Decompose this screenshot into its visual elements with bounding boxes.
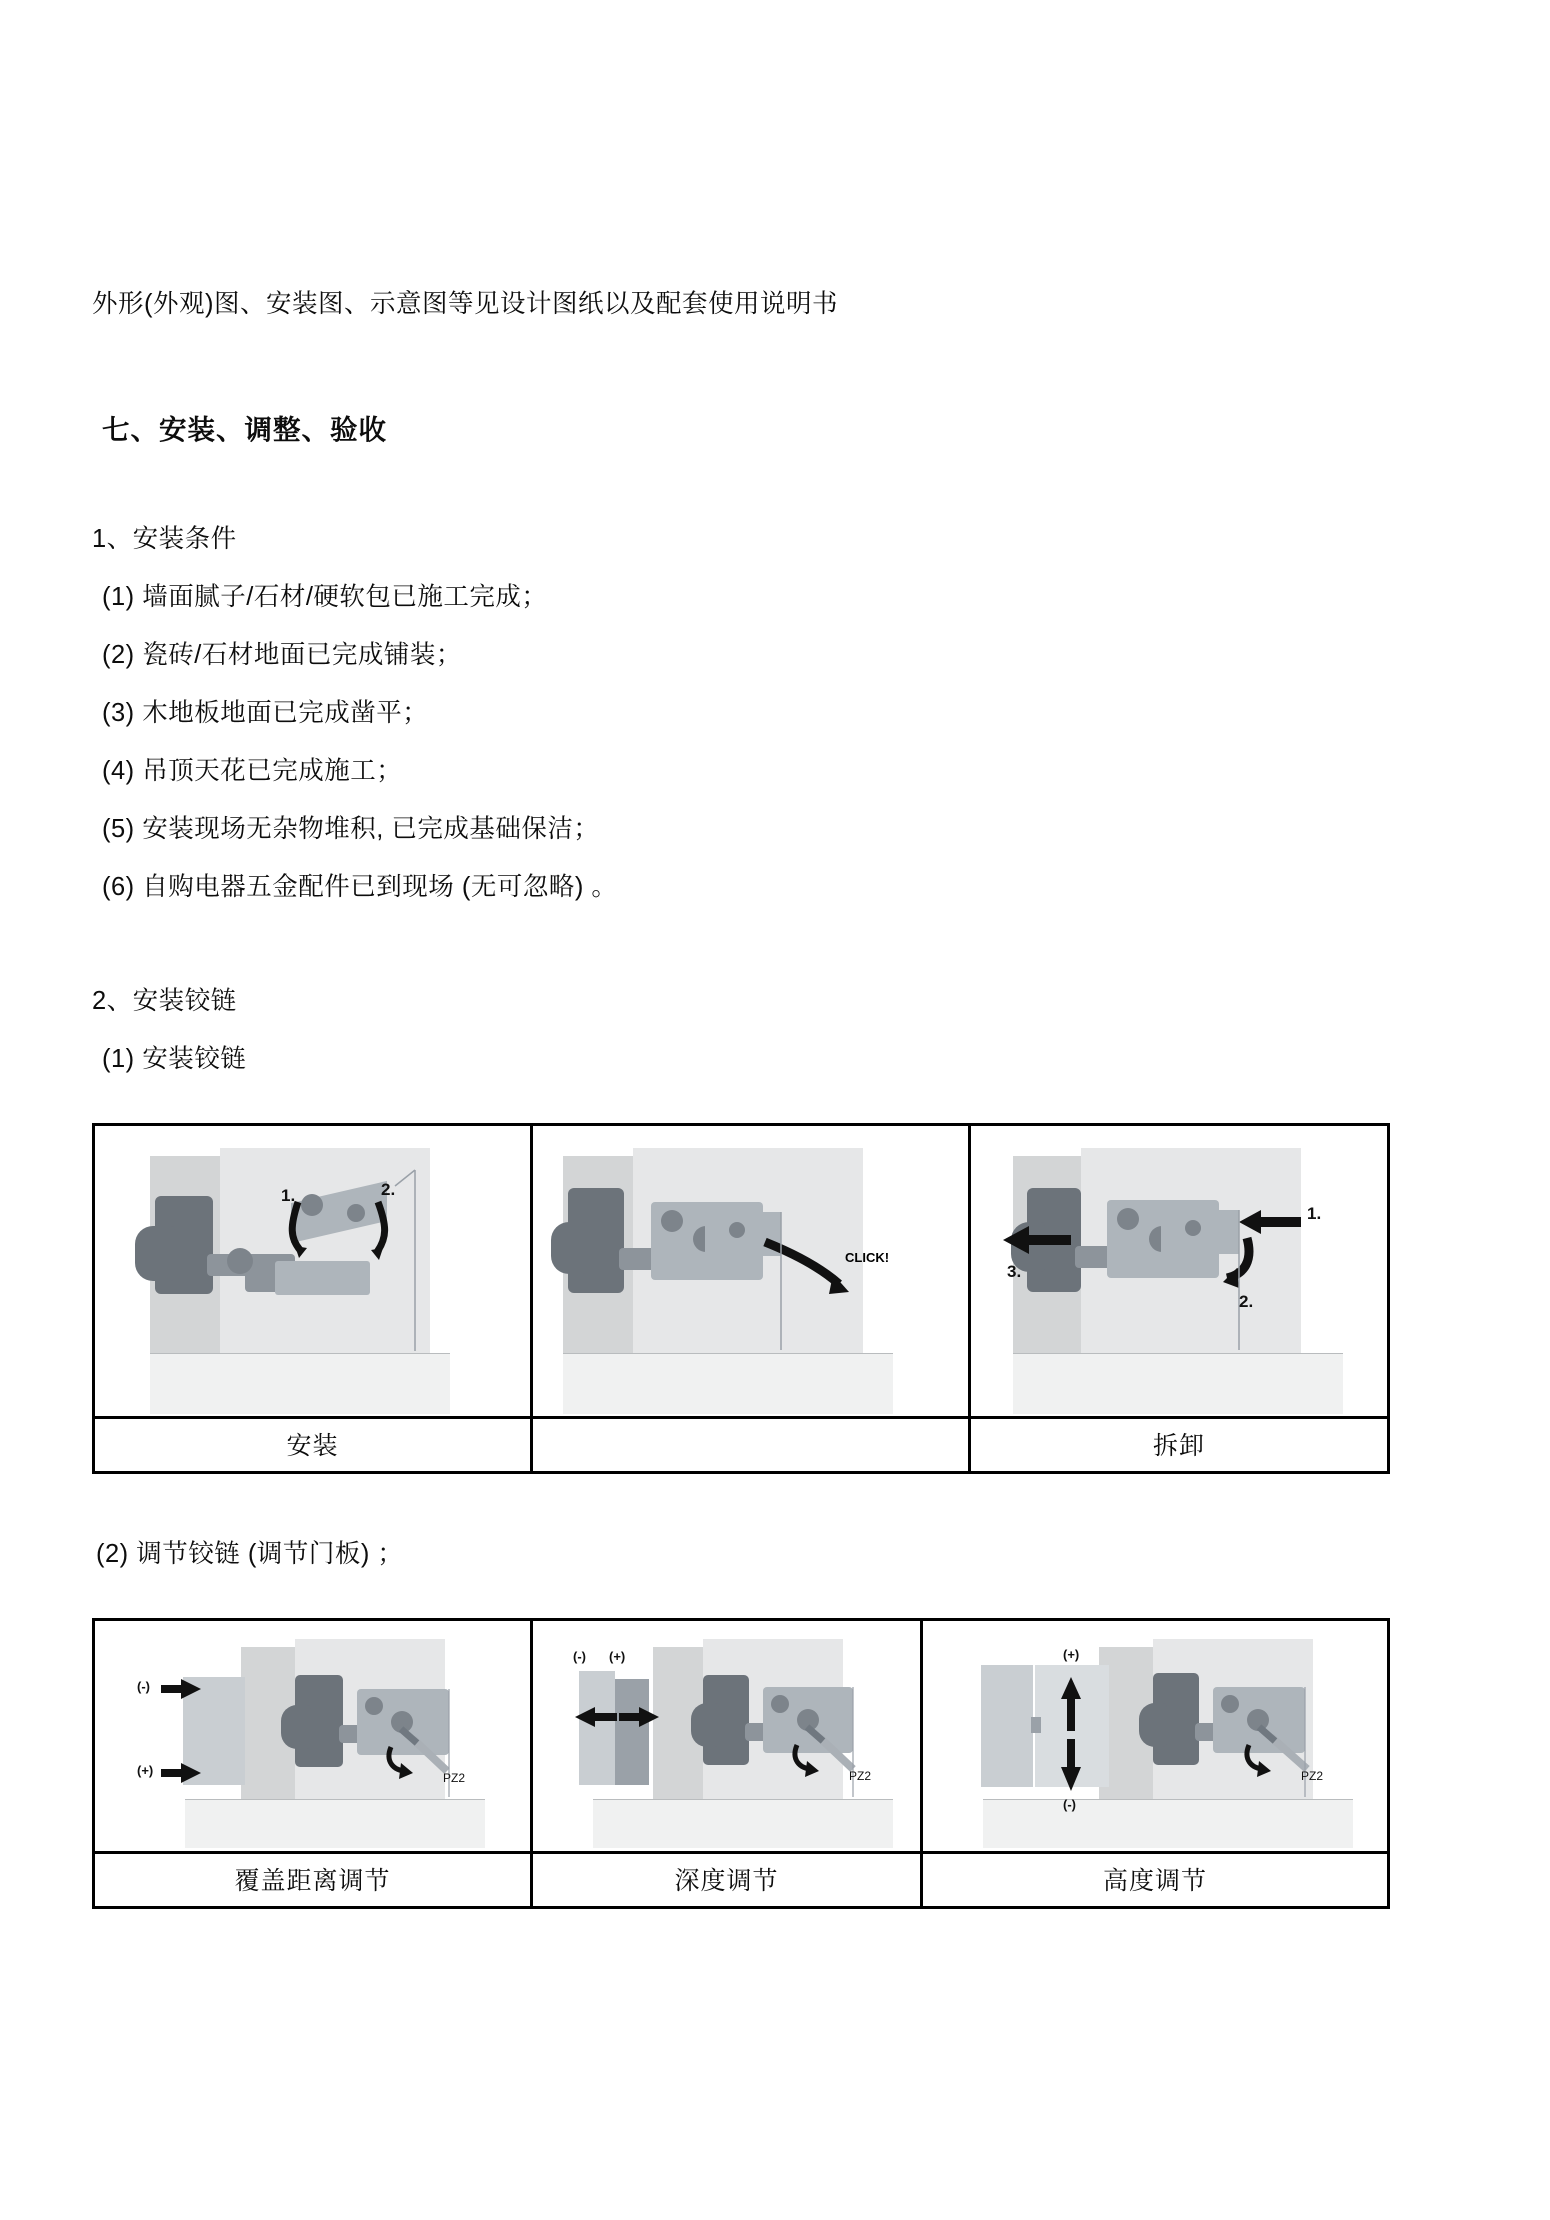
- figure-label-overlay: 覆盖距离调节: [95, 1851, 530, 1906]
- figure-label-depth: 深度调节: [533, 1851, 920, 1906]
- illustration-install-step2: [533, 1126, 968, 1416]
- annotation-click: CLICK!: [845, 1250, 890, 1266]
- annotation-minus: (-): [1063, 1797, 1076, 1813]
- annotation-minus: (-): [573, 1649, 586, 1665]
- figure-hinge-adjustment: [92, 1618, 1390, 1909]
- annotation-step-2: 2.: [1239, 1292, 1254, 1312]
- figure-label-install-2: 安装: [533, 1416, 968, 1471]
- figure-image-row: [95, 1126, 1387, 1471]
- annotation-step-3: 3.: [1007, 1262, 1022, 1282]
- install-step1-arrows: [95, 1126, 530, 1416]
- illustration-install-step1: [95, 1126, 530, 1416]
- annotation-step-1: 1.: [281, 1186, 296, 1206]
- figure-label-install: 安装: [95, 1416, 530, 1471]
- list-item: (2) 瓷砖/石材地面已完成铺装；: [102, 641, 462, 670]
- annotation-driver: PZ2: [1301, 1769, 1324, 1784]
- annotation-minus: (-): [137, 1679, 150, 1695]
- illustration-depth-adjust: [533, 1621, 920, 1851]
- illustration-height-adjust: [923, 1621, 1387, 1851]
- remove-arrows: [971, 1126, 1387, 1416]
- illustration-remove: [971, 1126, 1387, 1416]
- list-item: (3) 木地板地面已完成凿平；: [102, 699, 429, 728]
- figure-cell-install-step1: [95, 1126, 533, 1471]
- install-step2-click-arrow: [533, 1126, 968, 1416]
- figure-cell-height-adjust: [923, 1621, 1387, 1906]
- annotation-step-1: 1.: [1307, 1204, 1322, 1224]
- subsection-adjust-hinge-step: (2) 调节铰链 (调节门板) ；: [96, 1540, 404, 1569]
- subsection-install-conditions: 1、安装条件: [92, 525, 237, 554]
- figure-label-remove: 拆卸: [971, 1416, 1387, 1471]
- annotation-driver: PZ2: [443, 1771, 466, 1786]
- subsection-install-hinge-step: (1) 安装铰链: [102, 1045, 247, 1074]
- figure-label-height: 高度调节: [923, 1851, 1387, 1906]
- figure-cell-install-step2: [533, 1126, 971, 1471]
- list-item: (1) 墙面腻子/石材/硬软包已施工完成；: [102, 583, 548, 612]
- annotation-step-2: 2.: [381, 1180, 396, 1200]
- annotation-plus: (+): [1063, 1647, 1080, 1663]
- figure-cell-overlay-adjust: [95, 1621, 533, 1906]
- annotation-plus: (+): [137, 1763, 154, 1779]
- figure-hinge-installation: [92, 1123, 1390, 1474]
- section-heading: 七、安装、调整、验收: [102, 414, 387, 446]
- list-item: (4) 吊顶天花已完成施工；: [102, 757, 403, 786]
- figure-cell-remove: [971, 1126, 1387, 1471]
- subsection-install-hinge: 2、安装铰链: [92, 987, 237, 1016]
- figure-cell-depth-adjust: [533, 1621, 923, 1906]
- list-item: (5) 安装现场无杂物堆积, 已完成基础保洁；: [102, 815, 600, 844]
- document-content: [92, 285, 1462, 1909]
- height-adjust-arrows: [923, 1621, 1387, 1851]
- list-item: (6) 自购电器五金配件已到现场 (无可忽略) 。: [102, 873, 618, 902]
- overlay-adjust-arrows: [95, 1621, 530, 1851]
- illustration-overlay-adjust: [95, 1621, 530, 1851]
- intro-paragraph: 外形(外观)图、安装图、示意图等见设计图纸以及配套使用说明书: [92, 290, 838, 318]
- depth-adjust-arrows: [533, 1621, 920, 1851]
- annotation-plus: (+): [609, 1649, 626, 1665]
- figure-image-row-2: [95, 1621, 1387, 1906]
- annotation-driver: PZ2: [849, 1769, 872, 1784]
